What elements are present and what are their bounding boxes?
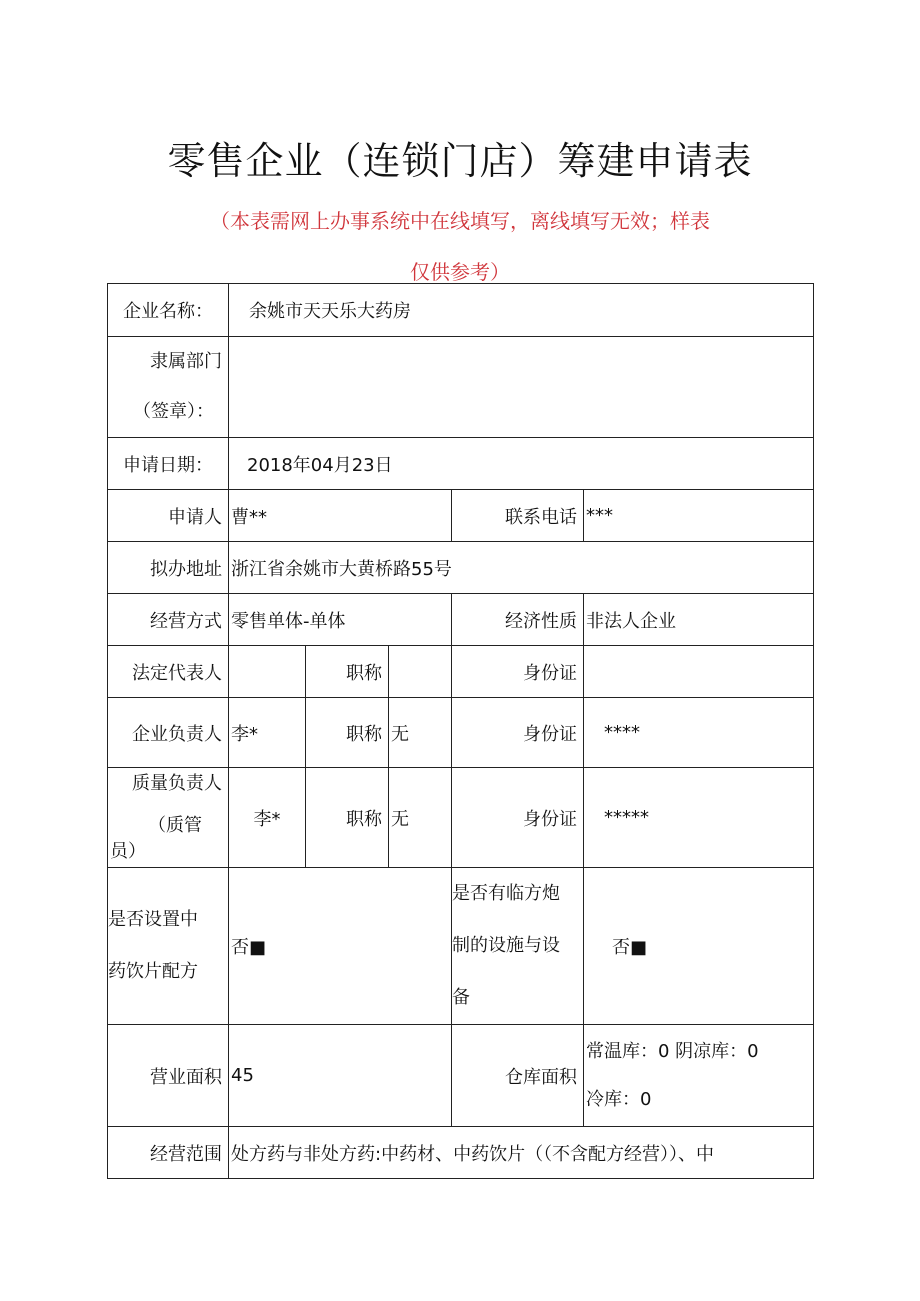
row-legal-rep: [108, 646, 814, 698]
scope-label: 经营范围: [108, 1127, 229, 1179]
processing-label: [452, 868, 584, 1025]
row-area: [108, 1025, 814, 1127]
warehouse-line-2: 冷库：0: [586, 1088, 652, 1110]
row-apply-date: [108, 438, 814, 490]
phone-label: 联系电话: [452, 490, 584, 542]
processing-label-line-2: 制的设施与设: [452, 935, 560, 956]
manager-value[interactable]: 李*: [229, 698, 306, 768]
row-applicant: [108, 490, 814, 542]
row-manager: [108, 698, 814, 768]
business-mode-value[interactable]: 零售单体-单体: [229, 594, 452, 646]
apply-date-value[interactable]: 2018年04月23日: [229, 438, 814, 490]
quality-label-line-2: （质管: [148, 814, 202, 836]
tcm-label-line-2: 药饮片配方: [108, 961, 198, 982]
legal-rep-value[interactable]: [229, 646, 306, 698]
phone-value[interactable]: ***: [584, 490, 814, 542]
manager-label: 企业负责人: [108, 698, 229, 768]
address-value[interactable]: 浙江省余姚市大黄桥路55号: [229, 542, 814, 594]
row-address: [108, 542, 814, 594]
quality-label-line-1: 质量负责人: [132, 772, 222, 794]
online-note-line-1: （本表需网上办事系统中在线填写，离线填写无效；样表: [210, 209, 710, 233]
row-business-mode: [108, 594, 814, 646]
row-company-name: [108, 284, 814, 337]
economic-nature-label: 经济性质: [452, 594, 584, 646]
quality-id-label: 身份证: [452, 768, 584, 868]
tcm-label-line-1: 是否设置中: [108, 909, 198, 930]
warehouse-value[interactable]: [584, 1025, 814, 1127]
department-label-line-1: 隶属部门: [150, 351, 222, 372]
quality-title-value[interactable]: 无: [389, 768, 452, 868]
company-name-label: 企业名称：: [108, 284, 229, 337]
business-mode-label: 经营方式: [108, 594, 229, 646]
business-area-value[interactable]: 45: [229, 1025, 452, 1127]
tcm-label: [108, 868, 229, 1025]
legal-rep-label: 法定代表人: [108, 646, 229, 698]
processing-value[interactable]: 否■: [584, 868, 814, 1025]
row-quality-manager: [108, 768, 814, 868]
applicant-label: 申请人: [108, 490, 229, 542]
legal-rep-title-value[interactable]: [389, 646, 452, 698]
legal-rep-id-value[interactable]: [584, 646, 814, 698]
quality-id-value[interactable]: *****: [584, 768, 814, 868]
business-area-label: 营业面积: [108, 1025, 229, 1127]
apply-date-label: 申请日期：: [108, 438, 229, 490]
manager-id-label: 身份证: [452, 698, 584, 768]
manager-title-label: 职称: [306, 698, 389, 768]
application-form-table: [107, 283, 814, 1179]
applicant-value[interactable]: 曹**: [229, 490, 452, 542]
page-title: 零售企业（连锁门店）筹建申请表: [167, 139, 753, 183]
address-label: 拟办地址: [108, 542, 229, 594]
processing-label-line-1: 是否有临方炮: [452, 883, 560, 904]
manager-id-value[interactable]: ****: [584, 698, 814, 768]
online-note-line-2: 仅供参考）: [410, 260, 510, 284]
economic-nature-value[interactable]: 非法人企业: [584, 594, 814, 646]
processing-label-line-3: 备: [452, 987, 470, 1008]
company-name-value[interactable]: 余姚市天天乐大药房: [229, 284, 814, 337]
warehouse-line-1: 常温库：0 阴凉库：0: [586, 1040, 759, 1062]
department-label: [108, 337, 229, 438]
manager-title-value[interactable]: 无: [389, 698, 452, 768]
quality-label-line-3: 员）: [110, 840, 146, 862]
legal-rep-id-label: 身份证: [452, 646, 584, 698]
legal-rep-title-label: 职称: [306, 646, 389, 698]
row-tcm: [108, 868, 814, 1025]
scope-value[interactable]: 处方药与非处方药:中药材、中药饮片（（不含配方经营））、中: [229, 1127, 814, 1179]
quality-label: [108, 768, 229, 868]
quality-title-label: 职称: [306, 768, 389, 868]
department-value[interactable]: [229, 337, 814, 438]
row-scope: [108, 1127, 814, 1179]
quality-value[interactable]: 李*: [229, 768, 306, 868]
row-department: [108, 337, 814, 438]
department-label-line-2: （签章）：: [133, 401, 214, 422]
warehouse-label: 仓库面积: [452, 1025, 584, 1127]
tcm-value[interactable]: 否■: [229, 868, 452, 1025]
